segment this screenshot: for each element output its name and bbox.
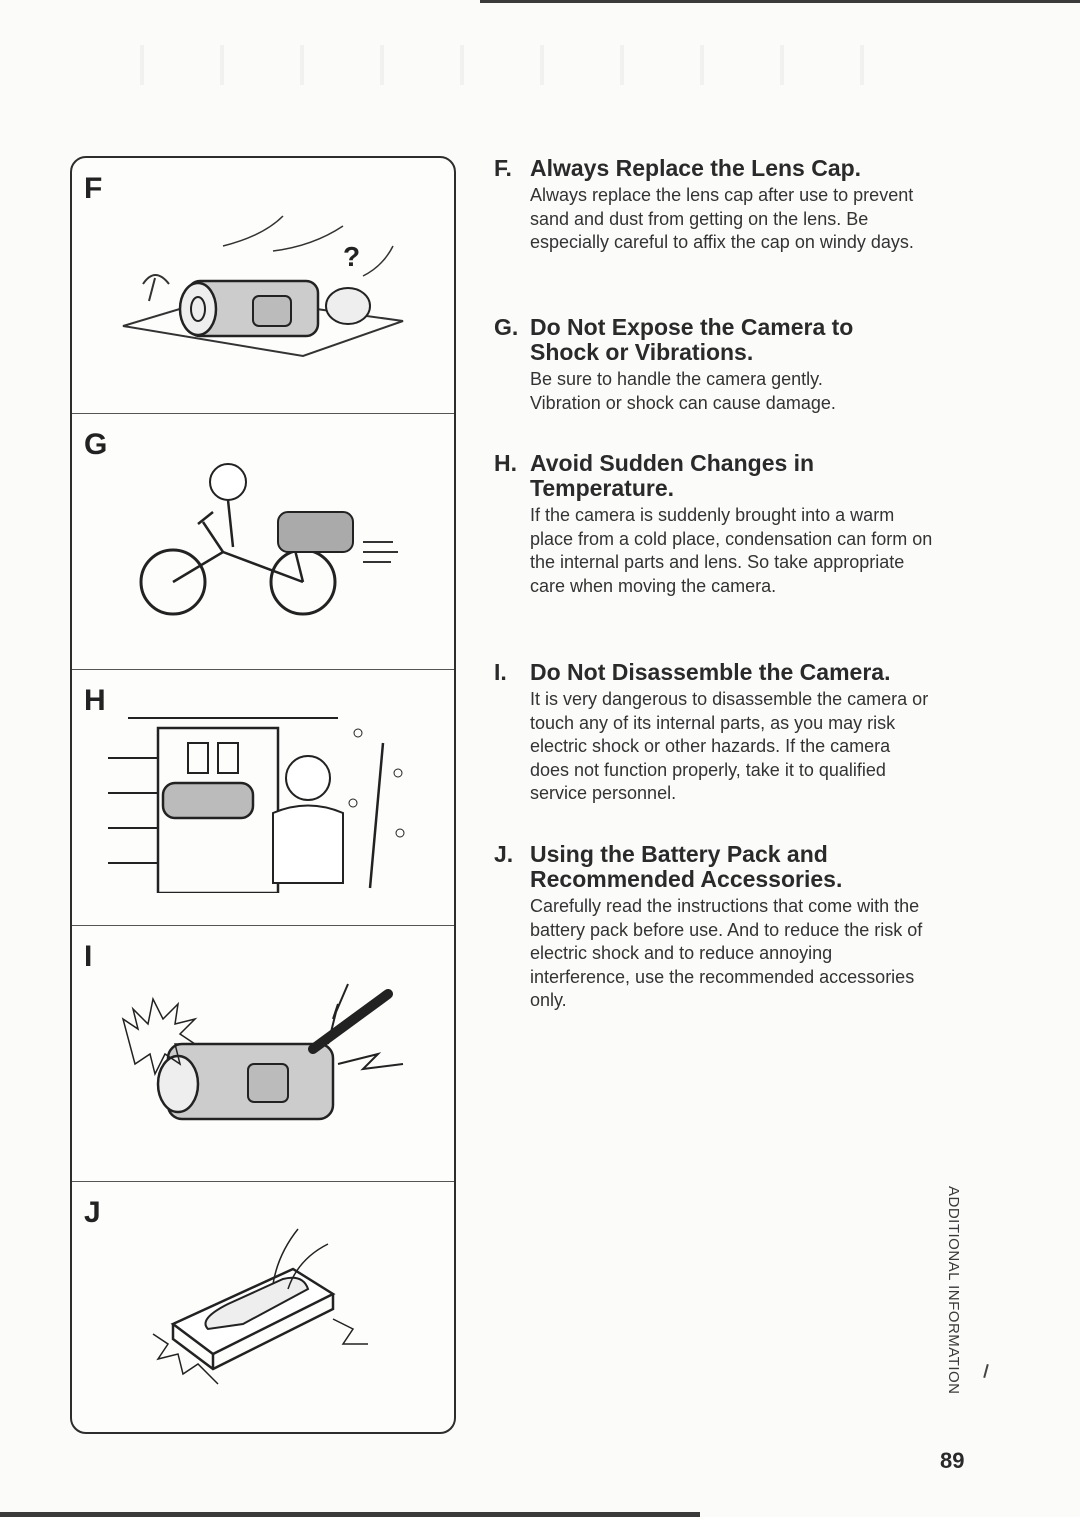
section-battery-pack [494, 842, 934, 1013]
section-heading [494, 842, 934, 892]
scan-bleed-through [110, 45, 900, 85]
section-heading [494, 315, 934, 365]
scan-edge-top [480, 0, 1080, 3]
section-title: Do Not Expose the Camera to Shock or Vibrations. [530, 314, 854, 365]
section-letter: H. [494, 450, 517, 476]
section-heading [494, 156, 934, 181]
camera-on-beach-icon [103, 206, 423, 366]
illustration-i [72, 926, 454, 1182]
section-body: Be sure to handle the camera gently. Vibration or shock can cause damage. [530, 369, 836, 413]
illustration-letter: F [84, 172, 103, 205]
section-temperature [494, 451, 934, 598]
illustration-j [72, 1182, 454, 1436]
chapter-side-label: ADDITIONAL INFORMATION [945, 1186, 962, 1395]
section-body: Carefully read the instructions that come with the battery pack before use. And to reduce the risk of electric shock and to reduce annoying interference, use the recommended accessories only. [530, 896, 923, 1010]
disassembled-camera-sparks-icon [113, 969, 413, 1139]
section-title: Avoid Sudden Changes in Temperature. [530, 450, 815, 501]
illustration-panel [70, 156, 456, 1434]
battery-pack-icon [133, 1224, 393, 1394]
illustration-letter: H [84, 684, 106, 717]
illustration-f [72, 158, 454, 414]
section-letter: G. [494, 314, 519, 340]
scan-edge-bottom [0, 1512, 700, 1517]
section-title: Always Replace the Lens Cap. [530, 155, 862, 181]
svg-text:?: ? [343, 240, 361, 272]
illustration-letter: I [84, 940, 93, 973]
illustration-g [72, 414, 454, 670]
section-heading [494, 451, 934, 501]
illustration-h [72, 670, 454, 926]
section-title: Do Not Disassemble the Camera. [530, 659, 891, 685]
section-title: Using the Battery Pack and Recommended Accessories. [530, 841, 843, 892]
page-number: 89 [940, 1448, 965, 1473]
section-shock-vibration [494, 315, 934, 415]
section-body: Always replace the lens cap after use to prevent sand and dust from getting on the lens. Be especially careful to affix the cap on windy days. [530, 185, 914, 252]
person-entering-warm-room-icon [108, 703, 418, 893]
section-body: If the camera is suddenly brought into a warm place from a cold place, condensation can form on the internal parts and lens. So take appropriate care when moving the camera. [530, 505, 933, 596]
section-lens-cap [494, 156, 934, 255]
illustration-letter: G [84, 428, 108, 461]
section-body: It is very dangerous to disassemble the camera or touch any of its internal parts, as you may risk electric shock or other hazards. If the camera does not function properly, take it to qualified service personnel. [530, 689, 929, 803]
side-tick-mark [983, 1364, 989, 1378]
section-letter: I. [494, 659, 507, 685]
camera-on-bicycle-icon [113, 452, 413, 632]
section-disassemble [494, 660, 934, 806]
section-letter: J. [494, 841, 514, 867]
section-heading [494, 660, 934, 685]
section-letter: F. [494, 155, 512, 181]
illustration-letter: J [84, 1196, 101, 1229]
